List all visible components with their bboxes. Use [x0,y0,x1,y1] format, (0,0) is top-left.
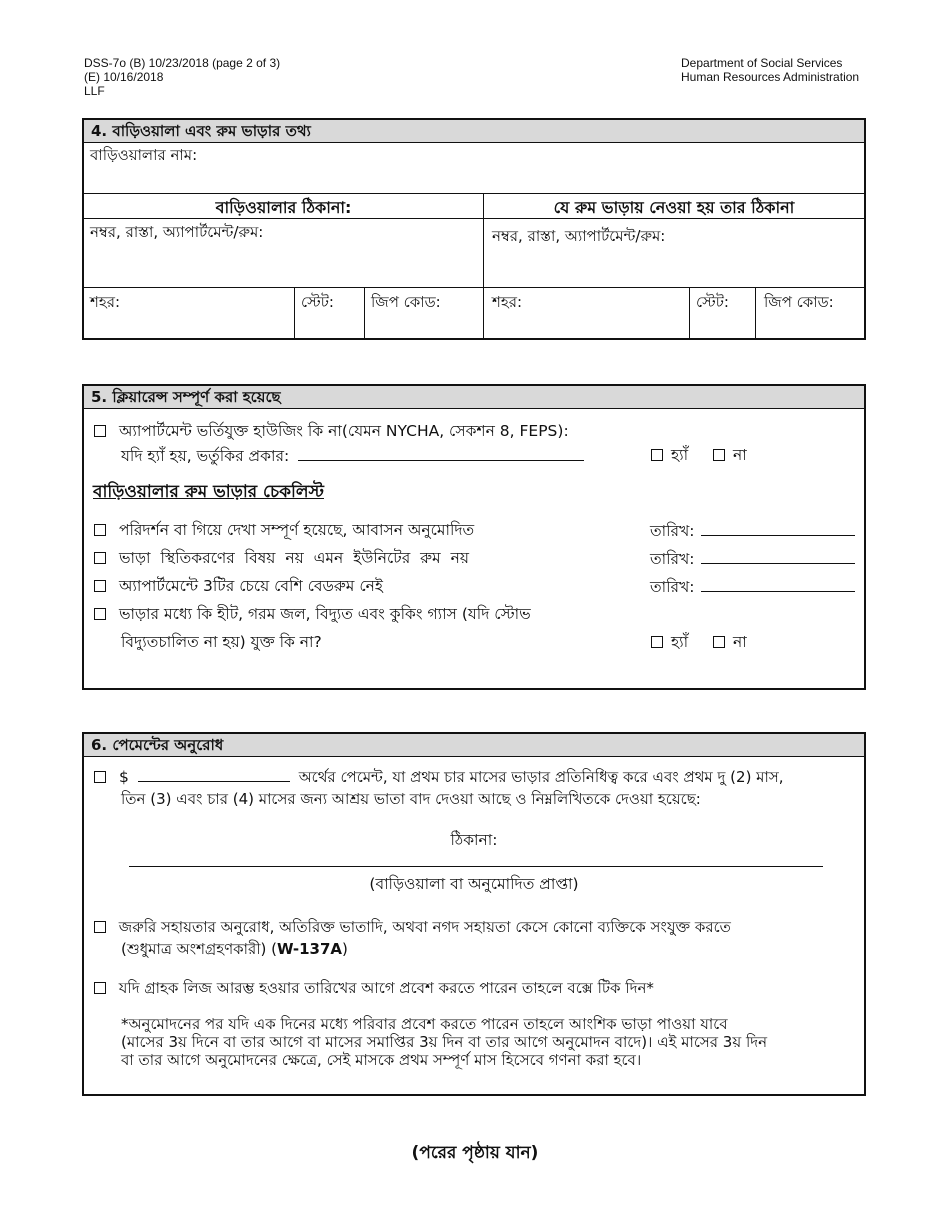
early-move-row [94,977,654,1002]
note-line1: *অনুমোদনের পর যদি এক দিনের মধ্যে পরিবার প্রবেশ করতে পারেন তাহলে আংশিক ভাড়া পাওয়া যাবে [121,1015,728,1033]
rental-city-field[interactable]: শহর: [484,288,690,338]
landlord-street-field[interactable]: নম্বর, রাস্তা, অ্যাপার্টমেন্ট/রুম: [84,219,484,287]
form-id: DSS-7o (B) 10/23/2018 (page 2 of 3) [84,56,281,70]
payee-address-line[interactable] [129,866,823,867]
rental-zip-field[interactable]: জিপ কোড: [764,293,834,311]
inspection-checkbox[interactable] [94,524,106,536]
checklist-item-utilities [94,602,531,628]
payment-text-line1: অর্থের পেমেন্ট, যা প্রথম চার মাসের ভাড়ার প্রতিনিধিত্ব করে এবং প্রথম দু (2) মাস, [298,768,784,786]
checklist-title: বাড়িওয়ালার রুম ভাড়ার চেকলিস্ট [93,482,324,502]
payee-label: (বাড়িওয়ালা বা অনুমোদিত প্রাপ্তা) [369,875,579,893]
form-reference: W-137A [277,940,343,958]
section-payment-request [82,732,866,1096]
checklist-item-bedrooms [94,574,383,600]
note-line3: বা তার আগে অনুমোদনের ক্ষেত্রে, সেই মাসকে প্রথম সম্পূর্ণ মাস হিসেবে গণনা করা হবে। [121,1051,642,1069]
subsidized-checkbox-row [94,419,569,445]
note-line2: (মাসের 3য় দিনে বা তার আগে বা মাসের সমাপ্তির 3য় দিন বা তার আগে অনুমোদন বাদে)। এই মাসের 3য় দিন [121,1033,768,1051]
subsidized-checkbox[interactable] [94,425,106,437]
utilities-question-line2: বিদ্যুতচালিত না হয়) যুক্ত কি না? [121,633,322,651]
landlord-name-label: বাড়িওয়ালার নাম: [90,146,198,164]
section-landlord-info [82,118,866,340]
bedrooms-date [650,575,855,601]
utilities-question-line1: ভাড়ার মধ্যে কি হীট, গরম জল, বিদ্যুত এবং কুকিং গ্যাস (যদি স্টোভ [118,605,531,623]
address-headers-row [84,194,864,219]
yes-label: হ্যাঁ [670,446,689,464]
no-label: না [732,633,747,651]
administration-name: Human Resources Administration [681,70,860,84]
rent-stabilization-checkbox[interactable] [94,552,106,564]
landlord-name-row[interactable] [84,143,864,194]
inspection-date-input[interactable] [701,523,855,536]
bedrooms-date-input[interactable] [701,579,855,592]
payment-text-line2: তিন (3) এবং চার (4) মাসের জন্য আশ্রয় ভাতা বাদ দেওয়া আছে ও নিম্নলিখিতকে দেওয়া হয়েছে: [121,790,701,808]
subsidized-yes-checkbox[interactable] [651,449,663,461]
checklist-item-rent-stabilization [94,546,469,572]
emergency-checkbox[interactable] [94,921,106,933]
section-4-title: 4. বাড়িওয়ালা এবং রুম ভাড়ার তথ্য [84,120,864,143]
payment-checkbox[interactable] [94,771,106,783]
utilities-no-checkbox[interactable] [713,636,725,648]
section-clearance [82,384,866,690]
rent-stabilization-date [650,547,855,573]
emergency-text-line1: জরুরি সহায়তার অনুরোধ, অতিরিক্ত ভাতাদি, অথবা নগদ সহায়তা কেসে কোনো ব্যক্তিকে সংযুক্ত করতে [118,918,731,936]
section-5-title: 5. ক্লিয়ারেন্স সম্পূর্ণ করা হয়েছে [84,386,864,409]
department-name: Department of Social Services [681,56,843,70]
bedrooms-label: অ্যাপার্টমেন্টে 3টির চেয়ে বেশি বেডরুম নেই [118,577,383,595]
street-row [84,219,864,288]
emergency-text-line2 [121,938,348,963]
section-6-title: 6. পেমেন্টের অনুরোধ [84,734,864,757]
subsidy-type-row [121,444,584,470]
payment-amount-input[interactable] [138,769,290,782]
form-header-left [84,56,280,98]
subsidized-no-checkbox[interactable] [713,449,725,461]
subsidized-question: অ্যাপার্টমেন্ট ভর্তিযুক্ত হাউজিং কি না(যেমন NYCHA, সেকশন 8, FEPS): [118,422,569,440]
form-edition: (E) 10/16/2018 [84,70,164,84]
dollar-sign: $ [118,768,129,786]
emergency-line2-text: (শুধুমাত্র অংশগ্রহণকারী) ( [121,940,278,958]
landlord-address-header: বাড়িওয়ালার ঠিকানা: [84,194,484,218]
bedrooms-checkbox[interactable] [94,580,106,592]
date-label: তারিখ: [650,522,695,540]
rent-stabilization-date-input[interactable] [701,551,855,564]
utilities-yes-checkbox[interactable] [651,636,663,648]
utilities-yes-no [651,630,747,656]
continue-next-page: (পরের পৃষ্ঠায় যান) [411,1143,539,1163]
yes-label: হ্যাঁ [670,633,689,651]
early-move-label: যদি গ্রাহক লিজ আরম্ভ হওয়ার তারিখের আগে প্রবেশ করতে পারেন তাহলে বক্সে টিক দিন* [118,979,654,997]
date-label: তারিখ: [650,578,695,596]
rental-state-field[interactable]: স্টেট: [690,288,756,338]
address-label: ঠিকানা: [450,831,498,849]
date-label: তারিখ: [650,550,695,568]
landlord-city-field[interactable]: শহর: [84,288,295,338]
subsidy-type-input[interactable] [298,448,584,461]
subsidy-type-label: যদি হ্যাঁ হয়, ভর্তুকির প্রকার: [121,447,290,465]
form-header-right [681,56,859,84]
emergency-close-paren: ) [342,940,348,958]
utilities-checkbox[interactable] [94,608,106,620]
rental-address-header: যে রুম ভাড়ায় নেওয়া হয় তার ঠিকানা [553,198,795,217]
landlord-state-field[interactable]: স্টেট: [295,288,365,338]
landlord-zip-field[interactable]: জিপ কোড: [365,288,484,338]
rental-street-field[interactable]: নম্বর, রাস্তা, অ্যাপার্টমেন্ট/রুম: [492,227,666,245]
early-move-checkbox[interactable] [94,982,106,994]
inspection-date [650,519,855,545]
checklist-item-inspection [94,518,474,544]
city-row [84,288,864,338]
no-label: না [732,446,747,464]
form-code: LLF [84,84,105,98]
inspection-label: পরিদর্শন বা গিয়ে দেখা সম্পূর্ণ হয়েছে, আবাসন অনুমোদিত [118,521,475,539]
subsidized-yes-no [651,443,747,469]
rent-stabilization-label: ভাড়া স্থিতিকরণের বিষয় নয় এমন ইউনিটের রুম নয় [118,549,469,567]
